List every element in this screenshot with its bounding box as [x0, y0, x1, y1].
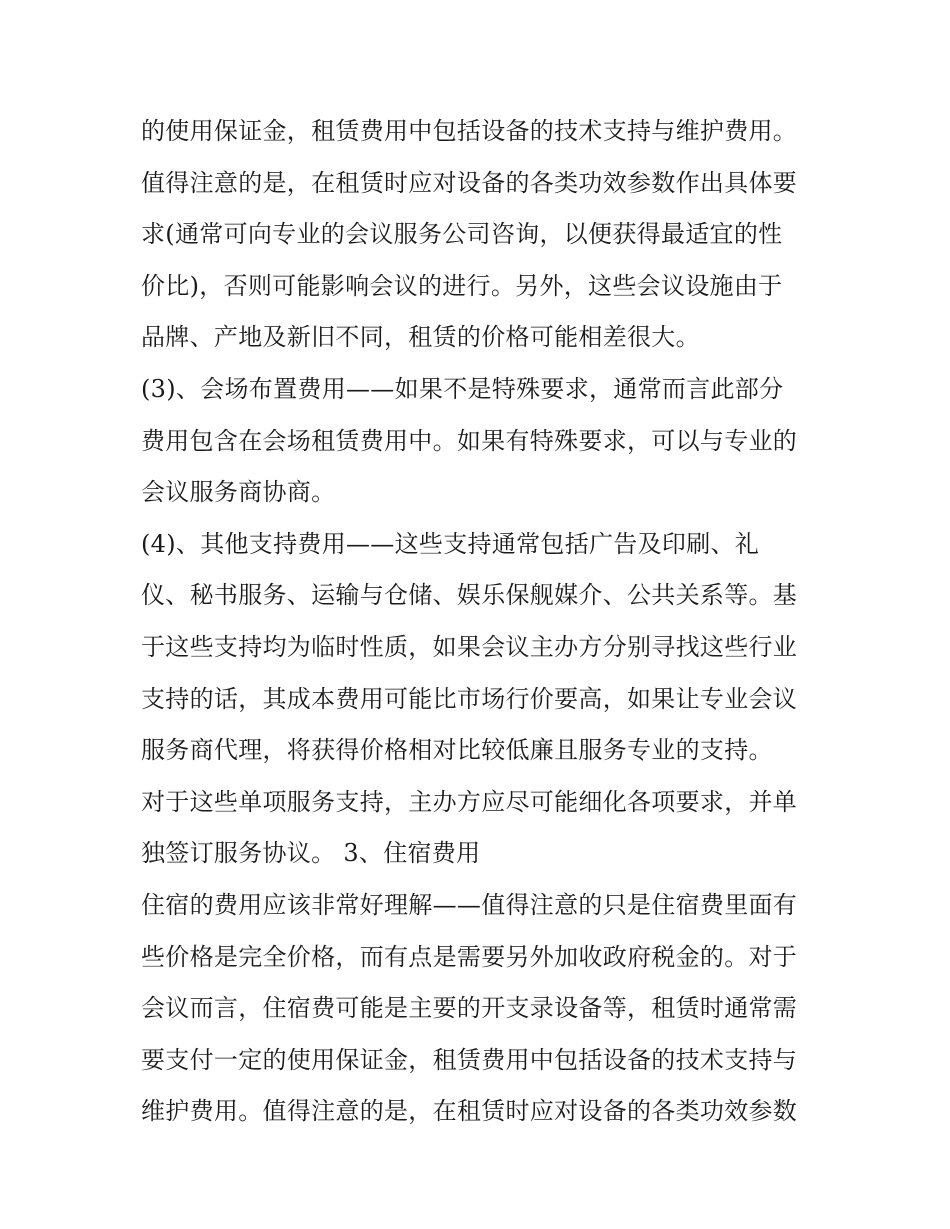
- text-line: (3)、会场布置费用——如果不是特殊要求，通常而言此部分: [141, 374, 784, 403]
- text-line: 要支付一定的使用保证金，租赁费用中包括设备的技术支持与: [141, 1045, 798, 1074]
- text-line: 会议服务商协商。: [141, 478, 336, 507]
- text-line: 维护费用。值得注意的是，在租赁时应对设备的各类功效参数: [141, 1097, 798, 1126]
- text-line: 服务商代理，将获得价格相对比较低廉且服务专业的支持。: [141, 736, 773, 765]
- text-line: 于这些支持均为临时性质，如果会议主办方分别寻找这些行业: [141, 632, 798, 661]
- text-line: 会议而言，住宿费可能是主要的开支录设备等，租赁时通常需: [141, 994, 798, 1023]
- text-line: 对于这些单项服务支持，主办方应尽可能细化各项要求，并单: [141, 787, 798, 816]
- text-line: 值得注意的是，在租赁时应对设备的各类功效参数作出具体要: [141, 168, 798, 197]
- body-text: [141, 106, 821, 1138]
- text-line: 的使用保证金，租赁费用中包括设备的技术支持与维护费用。: [141, 117, 798, 145]
- text-line: 些价格是完全价格，而有点是需要另外加收政府税金的。对于: [141, 942, 798, 971]
- text-line: 住宿的费用应该非常好理解——值得注意的只是住宿费里面有: [141, 890, 798, 919]
- text-line: (4)、其他支持费用——这些支持通常包括广告及印刷、礼: [141, 529, 760, 558]
- text-line: 价比)，否则可能影响会议的进行。另外，这些会议设施由于: [141, 271, 783, 300]
- text-line: 品牌、产地及新旧不同，租赁的价格可能相差很大。: [141, 323, 700, 352]
- text-line: 仪、秘书服务、运输与仓储、娱乐保舰媒介、公共关系等。基: [141, 581, 798, 610]
- text-line: 独签订服务协议。 3、住宿费用: [141, 839, 481, 868]
- text-line: 支持的话，其成本费用可能比市场行价要高，如果让专业会议: [141, 684, 798, 713]
- text-line: 费用包含在会场租赁费用中。如果有特殊要求，可以与专业的: [141, 426, 798, 455]
- text-line: 求(通常可向专业的会议服务公司咨询，以便获得最适宜的性: [141, 220, 783, 249]
